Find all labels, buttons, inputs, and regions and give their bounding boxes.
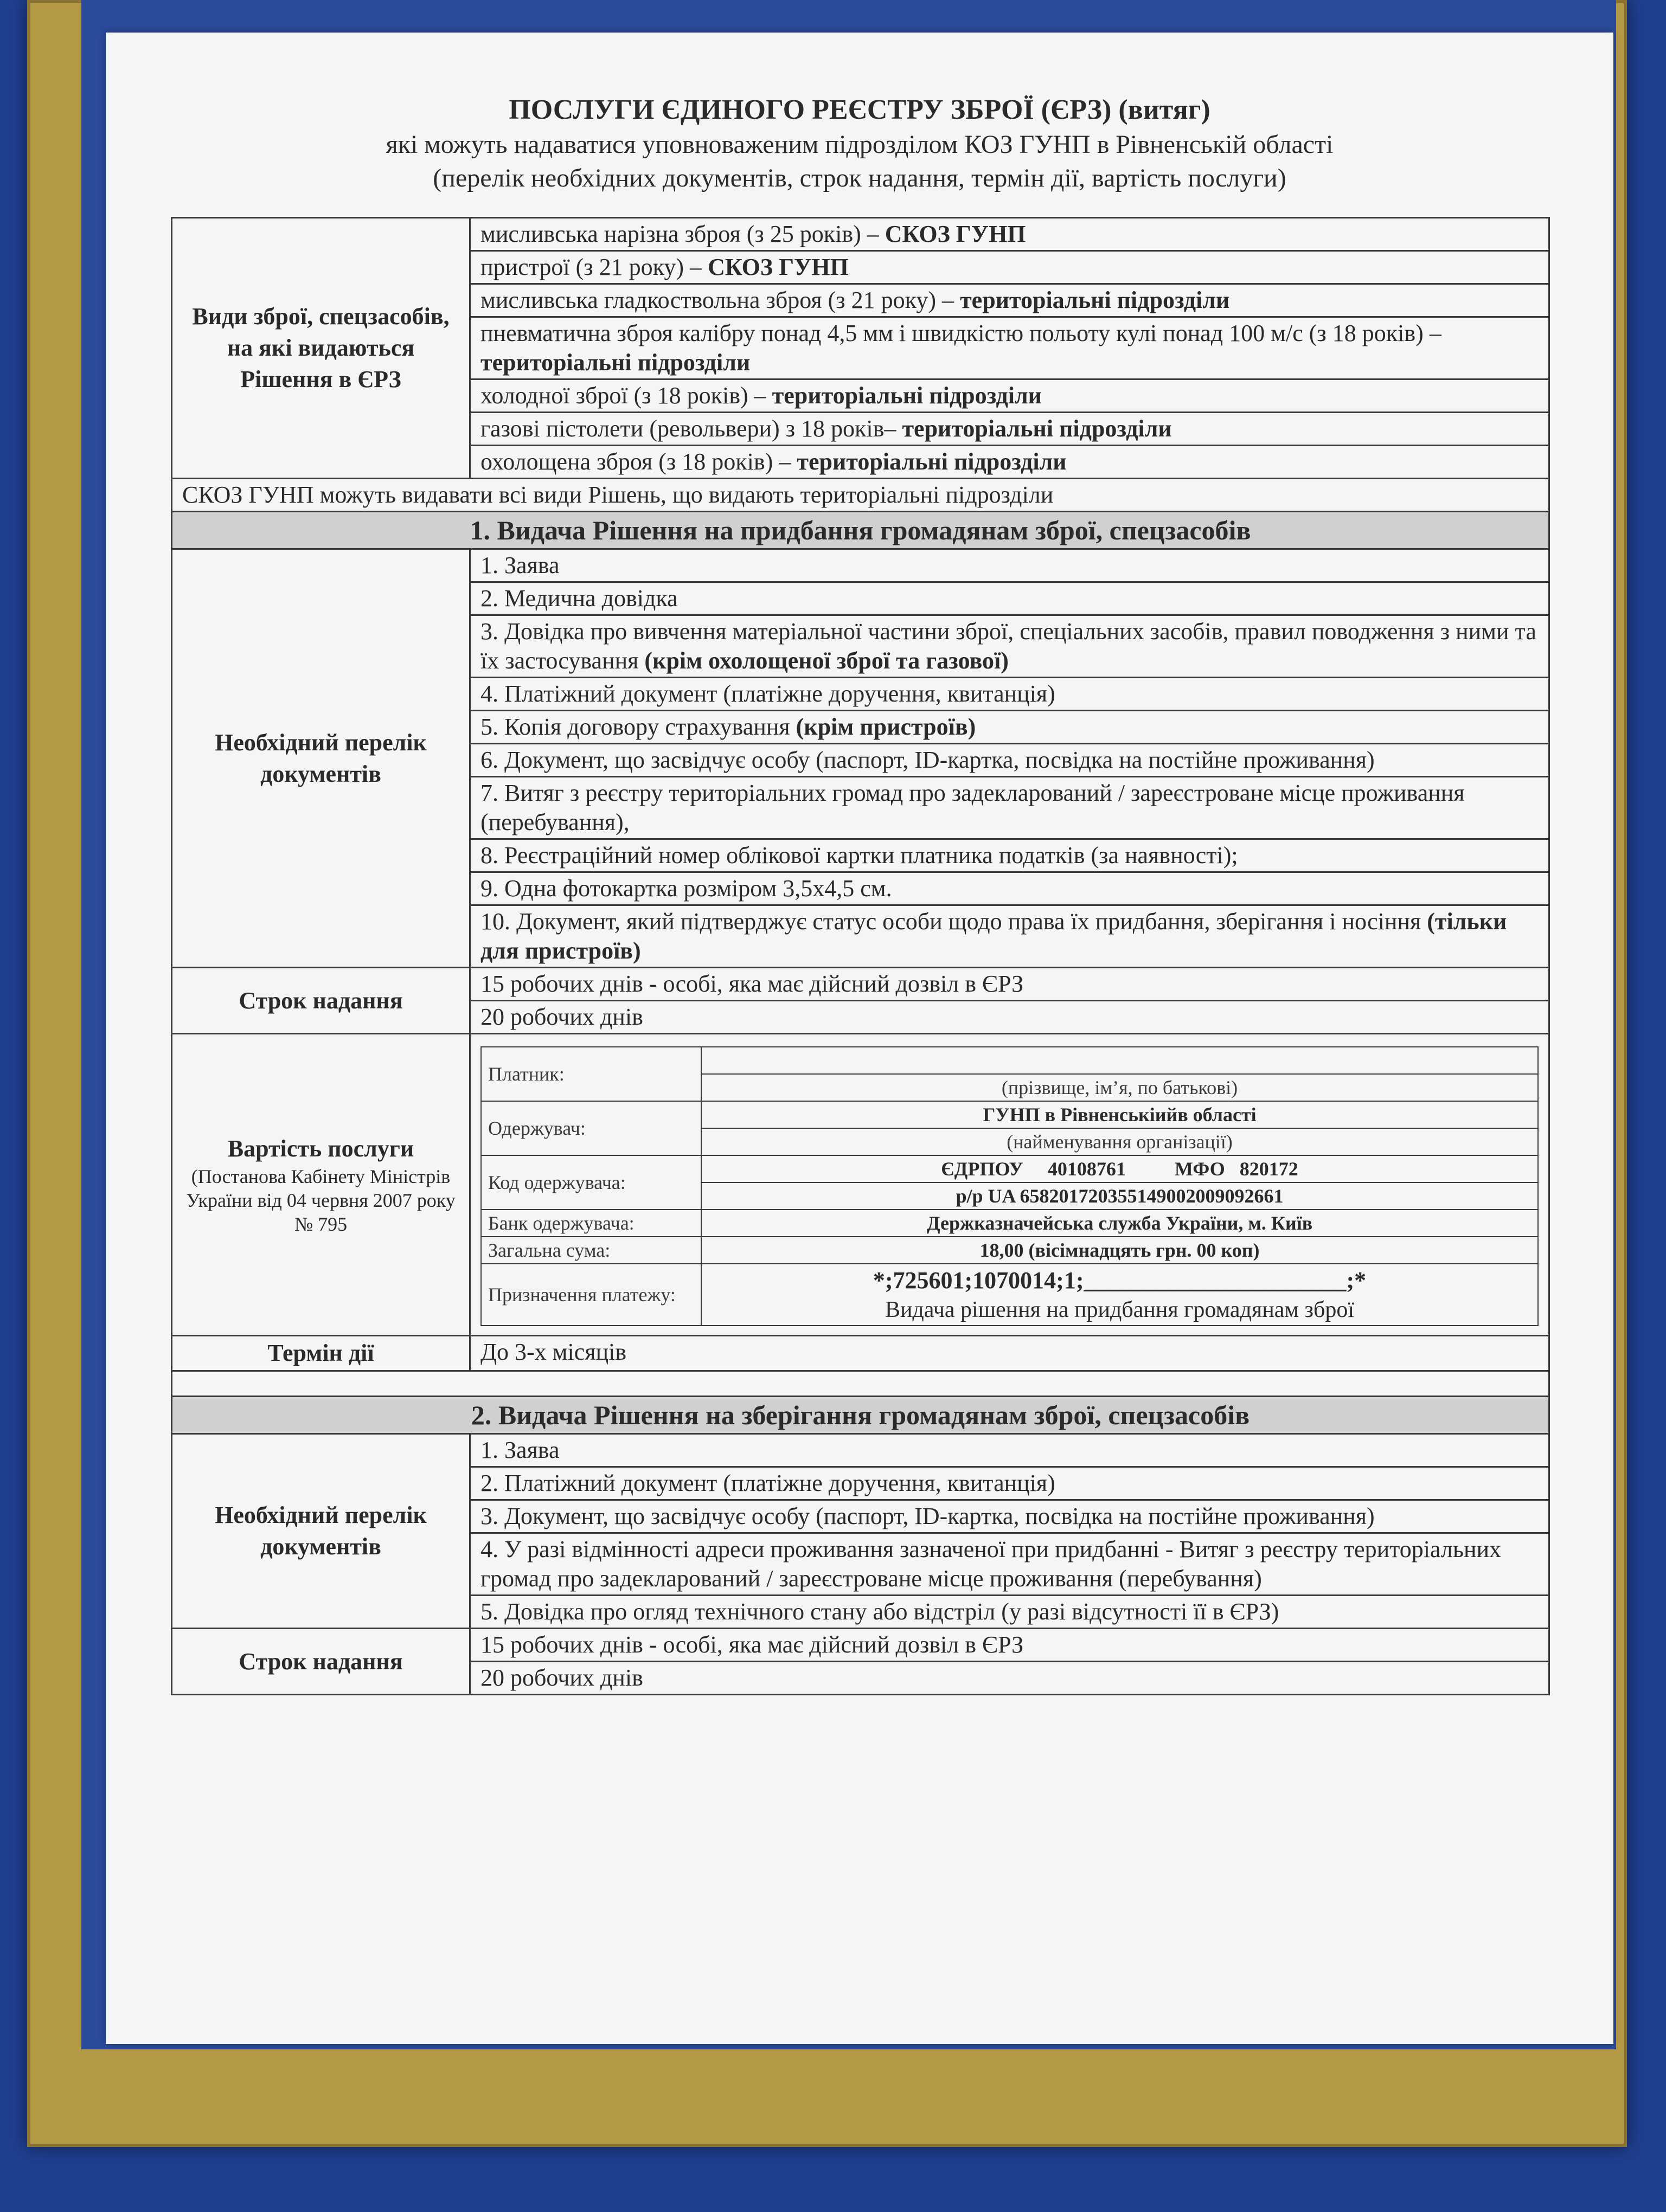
list-item: 10. Документ, який підтверджує статус особи щодо права їх придбання, зберігання і носіння (тільки для пристроїв) [470,905,1549,968]
payment-cell [470,1034,1549,1336]
document-header [106,92,1613,195]
weapons-note: СКОЗ ГУНП можуть видавати всі види Рішень, що видають територіальні підрозділи [172,479,1549,512]
table-row [481,1155,1538,1182]
table-row [481,1237,1538,1264]
list-item: мисливська нарізна зброя (з 25 років) – СКОЗ ГУНП [470,218,1549,251]
bank-label: Банк одержувача: [481,1210,701,1237]
payer-hint: (прізвище, ім’я, по батькові) [701,1074,1538,1101]
list-item: мисливська гладкоствольна зброя (з 21 року) – територіальні підрозділи [470,284,1549,317]
list-item: 9. Одна фотокартка розміром 3,5х4,5 см. [470,872,1549,905]
table-row [481,1264,1538,1326]
list-item: 3. Документ, що засвідчує особу (паспорт, ID-картка, посвідка на постійне проживання) [470,1500,1549,1533]
table-row [172,1034,1549,1336]
table-row [172,218,1549,251]
account-value: р/р UA 658201720355149002009092661 [701,1182,1538,1210]
list-item: 5. Довідка про огляд технічного стану або відстріл (у разі відсутності її в ЄРЗ) [470,1596,1549,1629]
sum-value: 18,00 (вісімнадцять грн. 00 коп) [701,1237,1538,1264]
document-sheet [106,33,1613,2044]
spacer-row [172,1371,1549,1397]
table-row [172,1371,1549,1397]
table-row [172,1629,1549,1662]
list-item: пневматична зброя калібру понад 4,5 мм і швидкістю польоту кулі понад 100 м/с (з 18 років) – територіальні підрозділи [470,317,1549,380]
document-subtitle: які можуть надаватися уповноваженим підрозділом КОЗ ГУНП в Рівненській області [386,130,1334,159]
purpose-value [701,1264,1538,1326]
section-2-title: 2. Видача Рішення на зберігання громадянам зброї, спецзасобів [172,1397,1549,1434]
list-item: 6. Документ, що засвідчує особу (паспорт, ID-картка, посвідка на постійне проживання) [470,744,1549,777]
table-row [172,512,1549,549]
document-subtitle-note: (перелік необхідних документів, строк надання, термін дії, вартість послуги) [433,164,1286,192]
table-row [172,968,1549,1001]
code-label: Код одержувача: [481,1155,701,1210]
section-1-cost-label [172,1034,470,1336]
list-item: 20 робочих днів [470,1001,1549,1034]
list-item: 3. Довідка про вивчення матеріальної частини зброї, спеціальних засобів, правил поводження з ними та їх застосування (крім охолощеної зброї та газової) [470,615,1549,678]
sum-label: Загальна сума: [481,1237,701,1264]
table-row [172,1336,1549,1371]
bank-value: Держказначейська служба України, м. Київ [701,1210,1538,1237]
recipient-label: Одержувач: [481,1101,701,1155]
list-item: 15 робочих днів - особі, яка має дійсний дозвіл в ЄРЗ [470,968,1549,1001]
section-1-term-label: Строк надання [172,968,470,1034]
table-row [172,479,1549,512]
purpose-label: Призначення платежу: [481,1264,701,1326]
table-row [172,1434,1549,1467]
cost-label: Вартість послуги [227,1135,414,1162]
services-table [171,217,1550,1695]
list-item: 4. Платіжний документ (платіжне доручення, квитанція) [470,678,1549,711]
weapons-label: Види зброї, спецзасобів, на які видаються Рішення в ЄРЗ [172,218,470,479]
section-2-docs-label: Необхідний перелік документів [172,1434,470,1629]
list-item: холодної зброї (з 18 років) – територіальні підрозділи [470,380,1549,413]
code-value: ЄДРПОУ 40108761 МФО 820172 [701,1155,1538,1182]
table-row [481,1210,1538,1237]
list-item: 7. Витяг з реєстру територіальних громад про задекларований / зареєстроване місце проживання (перебування), [470,777,1549,839]
payer-label: Платник: [481,1047,701,1101]
section-2-term-label: Строк надання [172,1629,470,1695]
validity-value: До 3-х місяців [470,1336,1549,1371]
payment-details [480,1046,1539,1326]
purpose-code: *;725601;1070014;1;______________________;* [873,1267,1367,1294]
purpose-text: Видача рішення на придбання громадянам зброї [885,1297,1355,1322]
list-item: 2. Платіжний документ (платіжне доручення, квитанція) [470,1467,1549,1500]
list-item: 5. Копія договору страхування (крім пристроїв) [470,711,1549,744]
recipient-value: ГУНП в Рівненськіийв області [701,1101,1538,1128]
list-item: 20 робочих днів [470,1662,1549,1695]
document-title: ПОСЛУГИ ЄДИНОГО РЕЄСТРУ ЗБРОЇ (ЄРЗ) (витяг) [509,94,1210,125]
list-item: 1. Заява [470,1434,1549,1467]
validity-label: Термін дії [172,1336,470,1371]
recipient-hint: (найменування організації) [701,1128,1538,1155]
section-1-title: 1. Видача Рішення на придбання громадянам зброї, спецзасобів [172,512,1549,549]
list-item: 4. У разі відмінності адреси проживання зазначеної при придбанні - Витяг з реєстру територіальних громад про задекларований / зареєстроване місце проживання (перебування) [470,1533,1549,1596]
payer-value [701,1047,1538,1074]
list-item: 2. Медична довідка [470,582,1549,615]
list-item: 15 робочих днів - особі, яка має дійсний дозвіл в ЄРЗ [470,1629,1549,1662]
list-item: охолощена зброя (з 18 років) – територіальні підрозділи [470,446,1549,479]
table-row [481,1047,1538,1074]
list-item: 1. Заява [470,549,1549,582]
table-row [172,549,1549,582]
list-item: 8. Реєстраційний номер облікової картки платника податків (за наявності); [470,839,1549,872]
list-item: пристрої (з 21 року) – СКОЗ ГУНП [470,251,1549,284]
table-row [172,1397,1549,1434]
list-item: газові пістолети (револьвери) з 18 років– територіальні підрозділи [470,413,1549,446]
table-row [481,1101,1538,1128]
cost-note: (Постанова Кабінету Міністрів України від 04 червня 2007 року № 795 [186,1166,456,1235]
section-1-docs-label: Необхідний перелік документів [172,549,470,968]
